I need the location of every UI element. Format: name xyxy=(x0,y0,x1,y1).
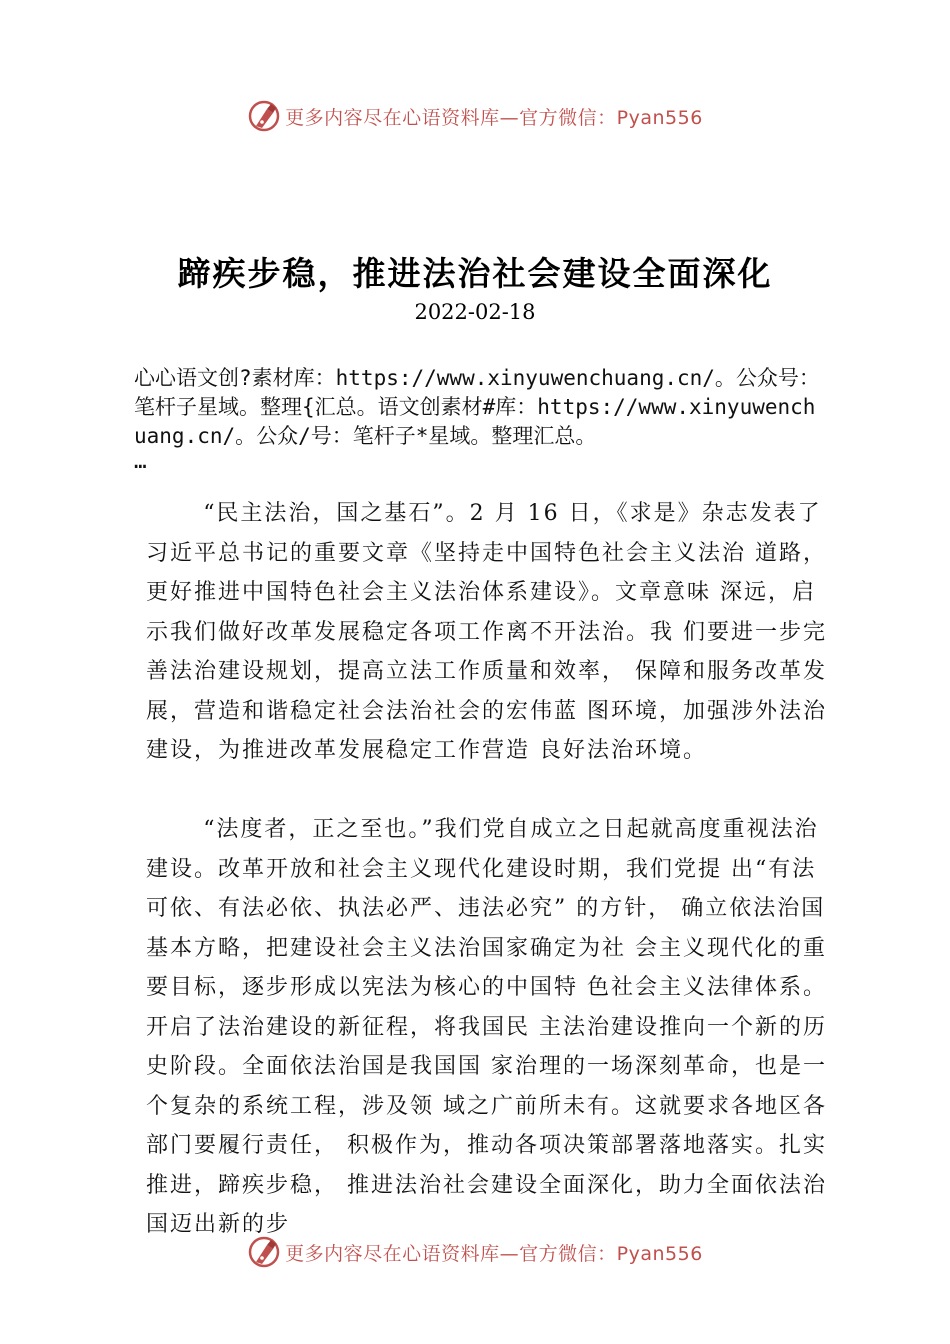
pen-nib-icon xyxy=(247,99,281,133)
source-ellipsis: … xyxy=(134,449,147,473)
page-title: 蹄疾步稳，推进法治社会建设全面深化 xyxy=(177,254,773,293)
body-paragraph-1: “民主法治，国之基石”。2 月 16 日，《求是》杂志发表了习近平总书记的重要文章《坚持走中国特色社会主义法治 道路，更好推进中国特色社会主义法治体系建设》。文章意味 深远，启示我们做好改革发展稳定各项工作离不开法治。我 们要进一步完善法治建设规划，提高立法工作质量和效率， 保障和服务改革发展，营造和谐稳定社会法治社会的宏伟蓝 图环境，加强涉外法治建设，为推进改革发展稳定工作营造 良好法治环境。 xyxy=(146,501,827,763)
pen-nib-icon xyxy=(247,1235,281,1269)
header-banner xyxy=(0,96,950,136)
source-note xyxy=(134,364,824,471)
body-paragraph-2: “法度者，正之至也。”我们党自成立之日起就高度重视法治建设。改革开放和社会主义现代化建设时期，我们党提 出“有法可依、有法必依、执法必严、违法必究” 的方针， 确立依法治国基本方略，把建设社会主义法治国家确定为社 会主义现代化的重要目标，逐步形成以宪法为核心的中国特 色社会主义法律体系。开启了法治建设的新征程，将我国民 主法治建设推向一个新的历史阶段。全面依法治国是我国国 家治理的一场深刻革命，也是一个复杂的系统工程，涉及领 域之广前所未有。这就要求各地区各部门要履行责任， 积极作为，推动各项决策部署落地落实。扎实推进，蹄疾步稳， 推进法治社会建设全面深化，助力全面依法治国迈出新的步 xyxy=(146,817,827,1237)
footer-banner-text: 更多内容尽在心语资料库—官方微信：Pyan556 xyxy=(285,1242,703,1265)
source-text: 心心语文创?素材库：https://www.xinyuwenchuang.cn/。公众号：笔杆子星域。整理{汇总。语文创素材#库：https://www.xinyuwenchuang.cn/。公众/号：笔杆子*星域。整理汇总。 xyxy=(134,366,820,448)
banner-text: 更多内容尽在心语资料库—官方微信：Pyan556 xyxy=(285,106,703,129)
publish-date: 2022-02-18 xyxy=(414,300,536,324)
footer-banner xyxy=(0,1232,950,1272)
